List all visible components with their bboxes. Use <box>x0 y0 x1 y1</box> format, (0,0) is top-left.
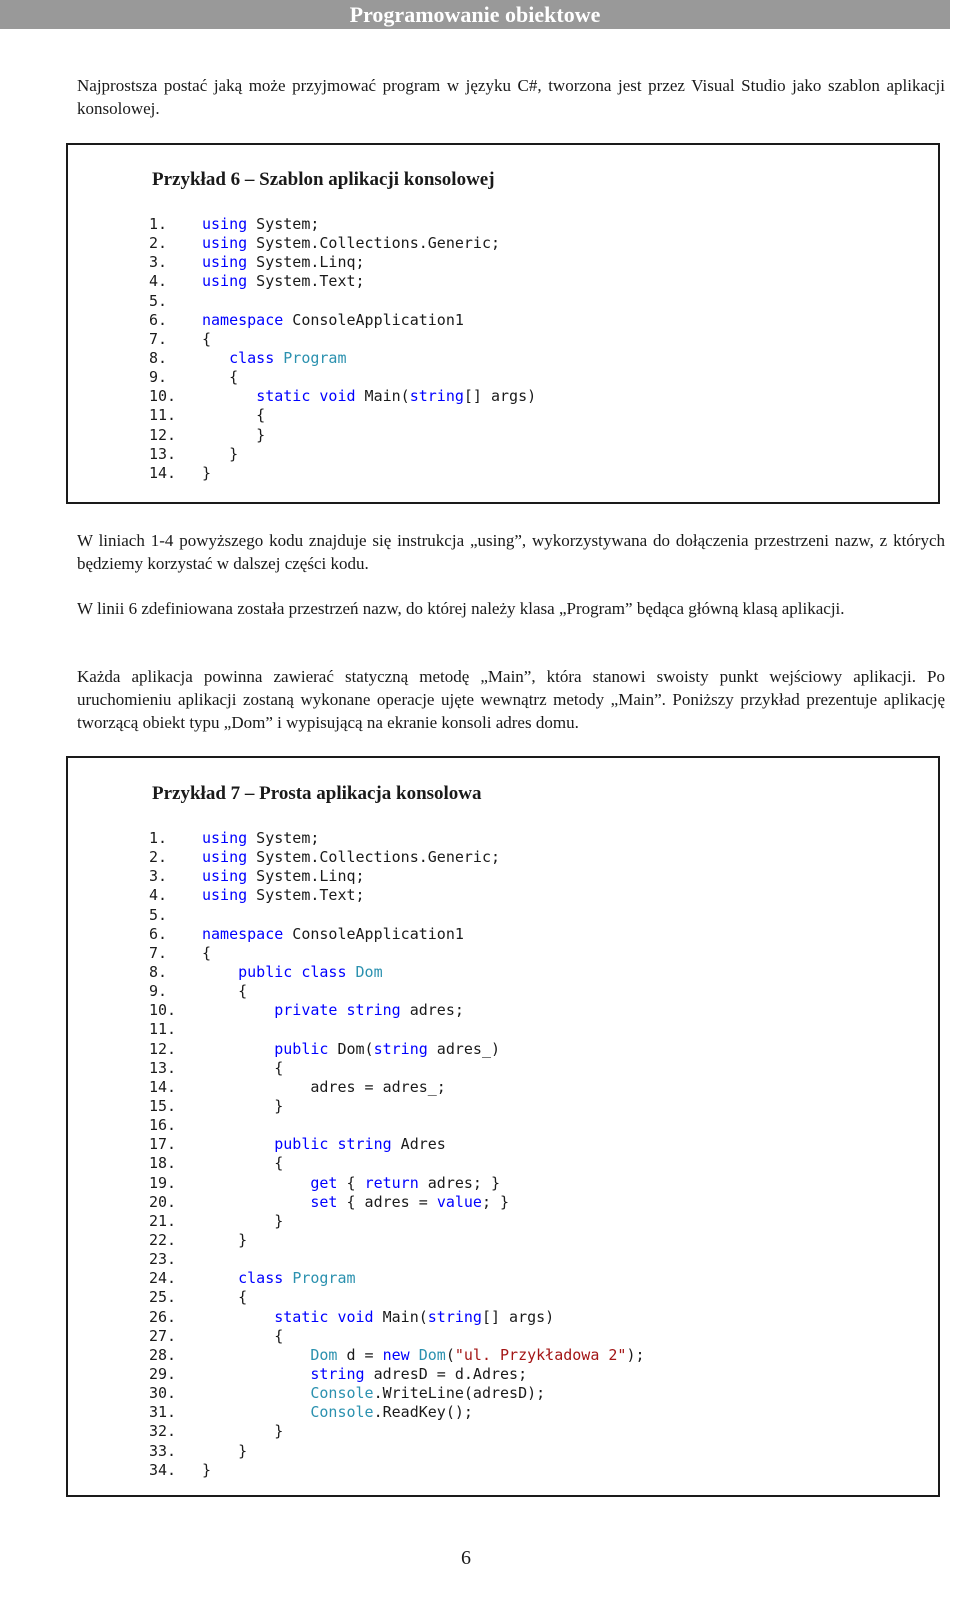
code-token: using <box>202 215 248 233</box>
code-token: } <box>202 1460 212 1479</box>
code-line <box>149 1231 645 1250</box>
code-line <box>149 1442 645 1461</box>
code-line <box>149 464 536 483</box>
line-number: 24. <box>149 1269 177 1288</box>
code-line <box>149 1346 645 1365</box>
code-token: System.Linq; <box>247 253 365 272</box>
code-token <box>283 1269 292 1287</box>
line-number: 2. <box>149 234 168 253</box>
code-line <box>149 982 645 1001</box>
code-token: Adres <box>391 1135 446 1154</box>
code-token: } <box>202 425 266 444</box>
line-number: 17. <box>149 1135 177 1154</box>
code-token: get <box>310 1173 338 1192</box>
line-number: 14. <box>149 1077 177 1096</box>
code-token: Program <box>283 348 347 367</box>
code-line <box>149 1422 645 1441</box>
line-number: 3. <box>149 253 168 272</box>
code-token: System.Linq; <box>247 867 365 886</box>
code-token: using <box>202 867 248 886</box>
code-token <box>202 1174 310 1192</box>
line-number: 28. <box>149 1345 177 1364</box>
line-number: 34. <box>149 1460 177 1479</box>
code-token: ( <box>445 1345 455 1364</box>
code-line <box>149 1327 645 1346</box>
code-token: "ul. Przykładowa 2" <box>454 1345 627 1364</box>
code-line <box>149 272 536 291</box>
code-token: using <box>202 234 248 253</box>
code-token: Program <box>292 1269 356 1288</box>
code-line <box>149 1384 645 1403</box>
code-token: } <box>202 1230 248 1249</box>
code-token: using <box>202 886 248 905</box>
code-token: namespace <box>202 924 284 943</box>
code-token: [] args) <box>481 1307 555 1326</box>
code-line <box>149 1059 645 1078</box>
code-token: } <box>202 1096 284 1115</box>
code-token: using <box>202 848 248 867</box>
page-header-title: Programowanie obiektowe <box>0 0 950 29</box>
paragraph-main: Każda aplikacja powinna zawierać statyczną metodę „Main”, która stanowi swoisty punkt wejściowy aplikacji. Po uruchomieniu aplikacji zostaną wykonane operacje ujęte wewnątrz metody „Main”. Poniższy przykład prezentuje aplikację tworzącą obiekt typu „Dom” i wypisującą na ekranie konsoli adres domu. <box>77 667 945 732</box>
code-line <box>149 1365 645 1384</box>
line-number: 12. <box>149 1039 177 1058</box>
code-line <box>149 406 536 425</box>
line-number: 16. <box>149 1116 177 1135</box>
code-token: .WriteLine(adresD); <box>373 1384 546 1403</box>
code-line <box>149 349 536 368</box>
example-6-box <box>66 143 940 504</box>
code-token: { <box>202 982 248 1001</box>
line-number: 5. <box>149 291 168 310</box>
line-number: 9. <box>149 982 168 1001</box>
code-token: { <box>202 1154 284 1173</box>
code-token: Console <box>310 1403 374 1422</box>
line-number: 11. <box>149 1020 177 1039</box>
code-token <box>347 963 356 981</box>
code-token: static <box>256 387 311 406</box>
line-number: 8. <box>149 962 168 981</box>
code-line <box>149 1116 645 1135</box>
code-token: string <box>346 1001 401 1020</box>
code-line <box>149 1212 645 1231</box>
paragraph-using: W liniach 1-4 powyższego kodu znajduje się instrukcja „using”, wykorzystywana do dołączenia przestrzeni nazw, z których będziemy korzystać w dalszej części kodu. <box>77 531 945 573</box>
code-token <box>202 1193 310 1211</box>
code-token: ConsoleApplication1 <box>283 310 464 329</box>
code-token: Console <box>310 1384 374 1403</box>
code-token: namespace <box>202 310 284 329</box>
code-token <box>202 349 229 367</box>
code-token: string <box>409 387 464 406</box>
code-token <box>202 387 256 405</box>
code-line <box>149 387 536 406</box>
code-token: } <box>202 444 239 463</box>
line-number: 4. <box>149 886 168 905</box>
paragraph-namespace: W linii 6 zdefiniowana została przestrzeń nazw, do której należy klasa „Program” będąca główną klasą aplikacji. <box>77 599 845 618</box>
line-number: 7. <box>149 943 168 962</box>
line-number: 13. <box>149 1058 177 1077</box>
code-line <box>149 1174 645 1193</box>
code-token: void <box>337 1307 374 1326</box>
line-number: 18. <box>149 1154 177 1173</box>
line-number: 32. <box>149 1422 177 1441</box>
code-token: string <box>373 1039 428 1058</box>
code-token <box>337 1001 346 1019</box>
code-token: } <box>202 1441 248 1460</box>
code-token <box>202 1040 274 1058</box>
code-token: { <box>202 368 239 387</box>
example-7-box <box>66 756 940 1497</box>
code-line <box>149 1250 645 1269</box>
line-number: 6. <box>149 924 168 943</box>
code-line <box>149 1308 645 1327</box>
line-number: 12. <box>149 425 177 444</box>
line-number: 10. <box>149 1001 177 1020</box>
code-token: System; <box>247 829 320 847</box>
code-token: string <box>427 1307 482 1326</box>
code-line <box>149 1001 645 1020</box>
code-token: return <box>364 1173 419 1192</box>
example-6-code <box>149 215 536 483</box>
code-line <box>149 963 645 982</box>
code-token: { <box>202 1288 248 1307</box>
code-token: private <box>274 1001 338 1020</box>
line-number: 31. <box>149 1403 177 1422</box>
code-token: { <box>202 406 266 425</box>
code-line <box>149 234 536 253</box>
code-token: d = <box>337 1345 383 1364</box>
line-number: 6. <box>149 310 168 329</box>
code-token: class <box>238 1269 284 1288</box>
intro-paragraph: Najprostsza postać jaką może przyjmować program w języku C#, tworzona jest przez Visual Studio jako szablon aplikacji konsolowej. <box>77 76 945 118</box>
code-token: using <box>202 272 248 291</box>
code-token: static <box>274 1307 329 1326</box>
code-token: ); <box>626 1345 645 1364</box>
code-token <box>202 1308 274 1326</box>
code-token: Dom <box>355 962 383 981</box>
code-token: Dom( <box>328 1039 374 1058</box>
line-number: 15. <box>149 1096 177 1115</box>
code-token <box>202 1135 274 1153</box>
code-line <box>149 1135 645 1154</box>
code-token: Dom <box>310 1345 338 1364</box>
code-token: System; <box>247 215 320 233</box>
code-line <box>149 1403 645 1422</box>
code-token: string <box>310 1364 365 1383</box>
line-number: 25. <box>149 1288 177 1307</box>
code-line <box>149 829 645 848</box>
line-number: 2. <box>149 848 168 867</box>
code-token: { adres = <box>337 1192 437 1211</box>
code-token: string <box>337 1135 392 1154</box>
code-token: using <box>202 253 248 272</box>
code-token: } <box>202 463 212 482</box>
code-token: Main( <box>373 1307 428 1326</box>
code-line <box>149 445 536 464</box>
line-number: 10. <box>149 387 177 406</box>
line-number: 29. <box>149 1364 177 1383</box>
code-token: } <box>202 1422 284 1441</box>
code-line <box>149 215 536 234</box>
code-token <box>202 1365 310 1383</box>
line-number: 1. <box>149 215 168 233</box>
code-line <box>149 867 645 886</box>
line-number: 23. <box>149 1250 177 1269</box>
code-token: [] args) <box>463 387 537 406</box>
line-number: 8. <box>149 348 168 367</box>
code-token: adres; } <box>418 1173 501 1192</box>
code-line <box>149 944 645 963</box>
code-token: adresD = d.Adres; <box>364 1364 528 1383</box>
code-token: System.Collections.Generic; <box>247 848 501 867</box>
code-token <box>292 963 301 981</box>
code-token <box>202 1269 238 1287</box>
code-token: System.Text; <box>247 886 365 905</box>
code-line <box>149 1020 645 1039</box>
code-line <box>149 848 645 867</box>
code-token: ConsoleApplication1 <box>283 924 464 943</box>
code-token <box>202 1403 310 1421</box>
code-token: new <box>382 1345 410 1364</box>
code-token: Main( <box>355 387 410 406</box>
code-token: adres; <box>400 1001 464 1020</box>
code-token: class <box>229 348 275 367</box>
code-line <box>149 292 536 311</box>
code-token: { <box>202 1326 284 1345</box>
code-token <box>202 963 238 981</box>
line-number: 1. <box>149 829 168 847</box>
code-token: { <box>337 1173 365 1192</box>
line-number: 19. <box>149 1173 177 1192</box>
code-line <box>149 1154 645 1173</box>
code-token: System.Collections.Generic; <box>247 234 501 253</box>
code-line <box>149 368 536 387</box>
code-line <box>149 1269 645 1288</box>
line-number: 22. <box>149 1230 177 1249</box>
code-token <box>202 1384 310 1402</box>
code-line <box>149 253 536 272</box>
example-6-title: Przykład 6 – Szablon aplikacji konsolowej <box>152 169 495 190</box>
code-token: adres = adres_; <box>202 1077 446 1096</box>
code-line <box>149 1461 645 1480</box>
code-token: void <box>319 387 356 406</box>
code-line <box>149 1040 645 1059</box>
code-line <box>149 1078 645 1097</box>
code-token: public <box>274 1135 329 1154</box>
line-number: 20. <box>149 1192 177 1211</box>
line-number: 21. <box>149 1211 177 1230</box>
code-token: value <box>436 1192 482 1211</box>
code-token: System.Text; <box>247 272 365 291</box>
line-number: 4. <box>149 272 168 291</box>
code-line <box>149 1193 645 1212</box>
code-token: { <box>202 943 212 962</box>
page-number: 6 <box>461 1547 471 1569</box>
code-line <box>149 1288 645 1307</box>
line-number: 30. <box>149 1384 177 1403</box>
code-line <box>149 426 536 445</box>
code-line <box>149 1097 645 1116</box>
line-number: 11. <box>149 406 177 425</box>
line-number: 5. <box>149 905 168 924</box>
code-line <box>149 311 536 330</box>
code-token: ; } <box>481 1192 510 1211</box>
line-number: 14. <box>149 463 177 482</box>
code-token: } <box>202 1211 284 1230</box>
code-line <box>149 330 536 349</box>
line-number: 3. <box>149 867 168 886</box>
line-number: 7. <box>149 329 168 348</box>
code-token: set <box>310 1192 338 1211</box>
code-token: { <box>202 329 212 348</box>
code-token: using <box>202 829 248 847</box>
example-7-code <box>149 829 645 1480</box>
code-line <box>149 886 645 905</box>
code-token: public <box>274 1039 329 1058</box>
code-token: .ReadKey(); <box>373 1403 473 1422</box>
code-token: public <box>238 962 293 981</box>
code-token: class <box>301 962 347 981</box>
code-token: adres_) <box>427 1039 501 1058</box>
code-token <box>274 349 283 367</box>
line-number: 26. <box>149 1307 177 1326</box>
line-number: 9. <box>149 368 168 387</box>
line-number: 33. <box>149 1441 177 1460</box>
line-number: 13. <box>149 444 177 463</box>
code-token: { <box>202 1058 284 1077</box>
example-7-title: Przykład 7 – Prosta aplikacja konsolowa <box>152 783 482 804</box>
code-line <box>149 925 645 944</box>
line-number: 27. <box>149 1326 177 1345</box>
code-token <box>202 1001 274 1019</box>
code-line <box>149 906 645 925</box>
code-token <box>410 1346 419 1364</box>
code-token <box>202 1346 310 1364</box>
code-token: Dom <box>418 1345 446 1364</box>
